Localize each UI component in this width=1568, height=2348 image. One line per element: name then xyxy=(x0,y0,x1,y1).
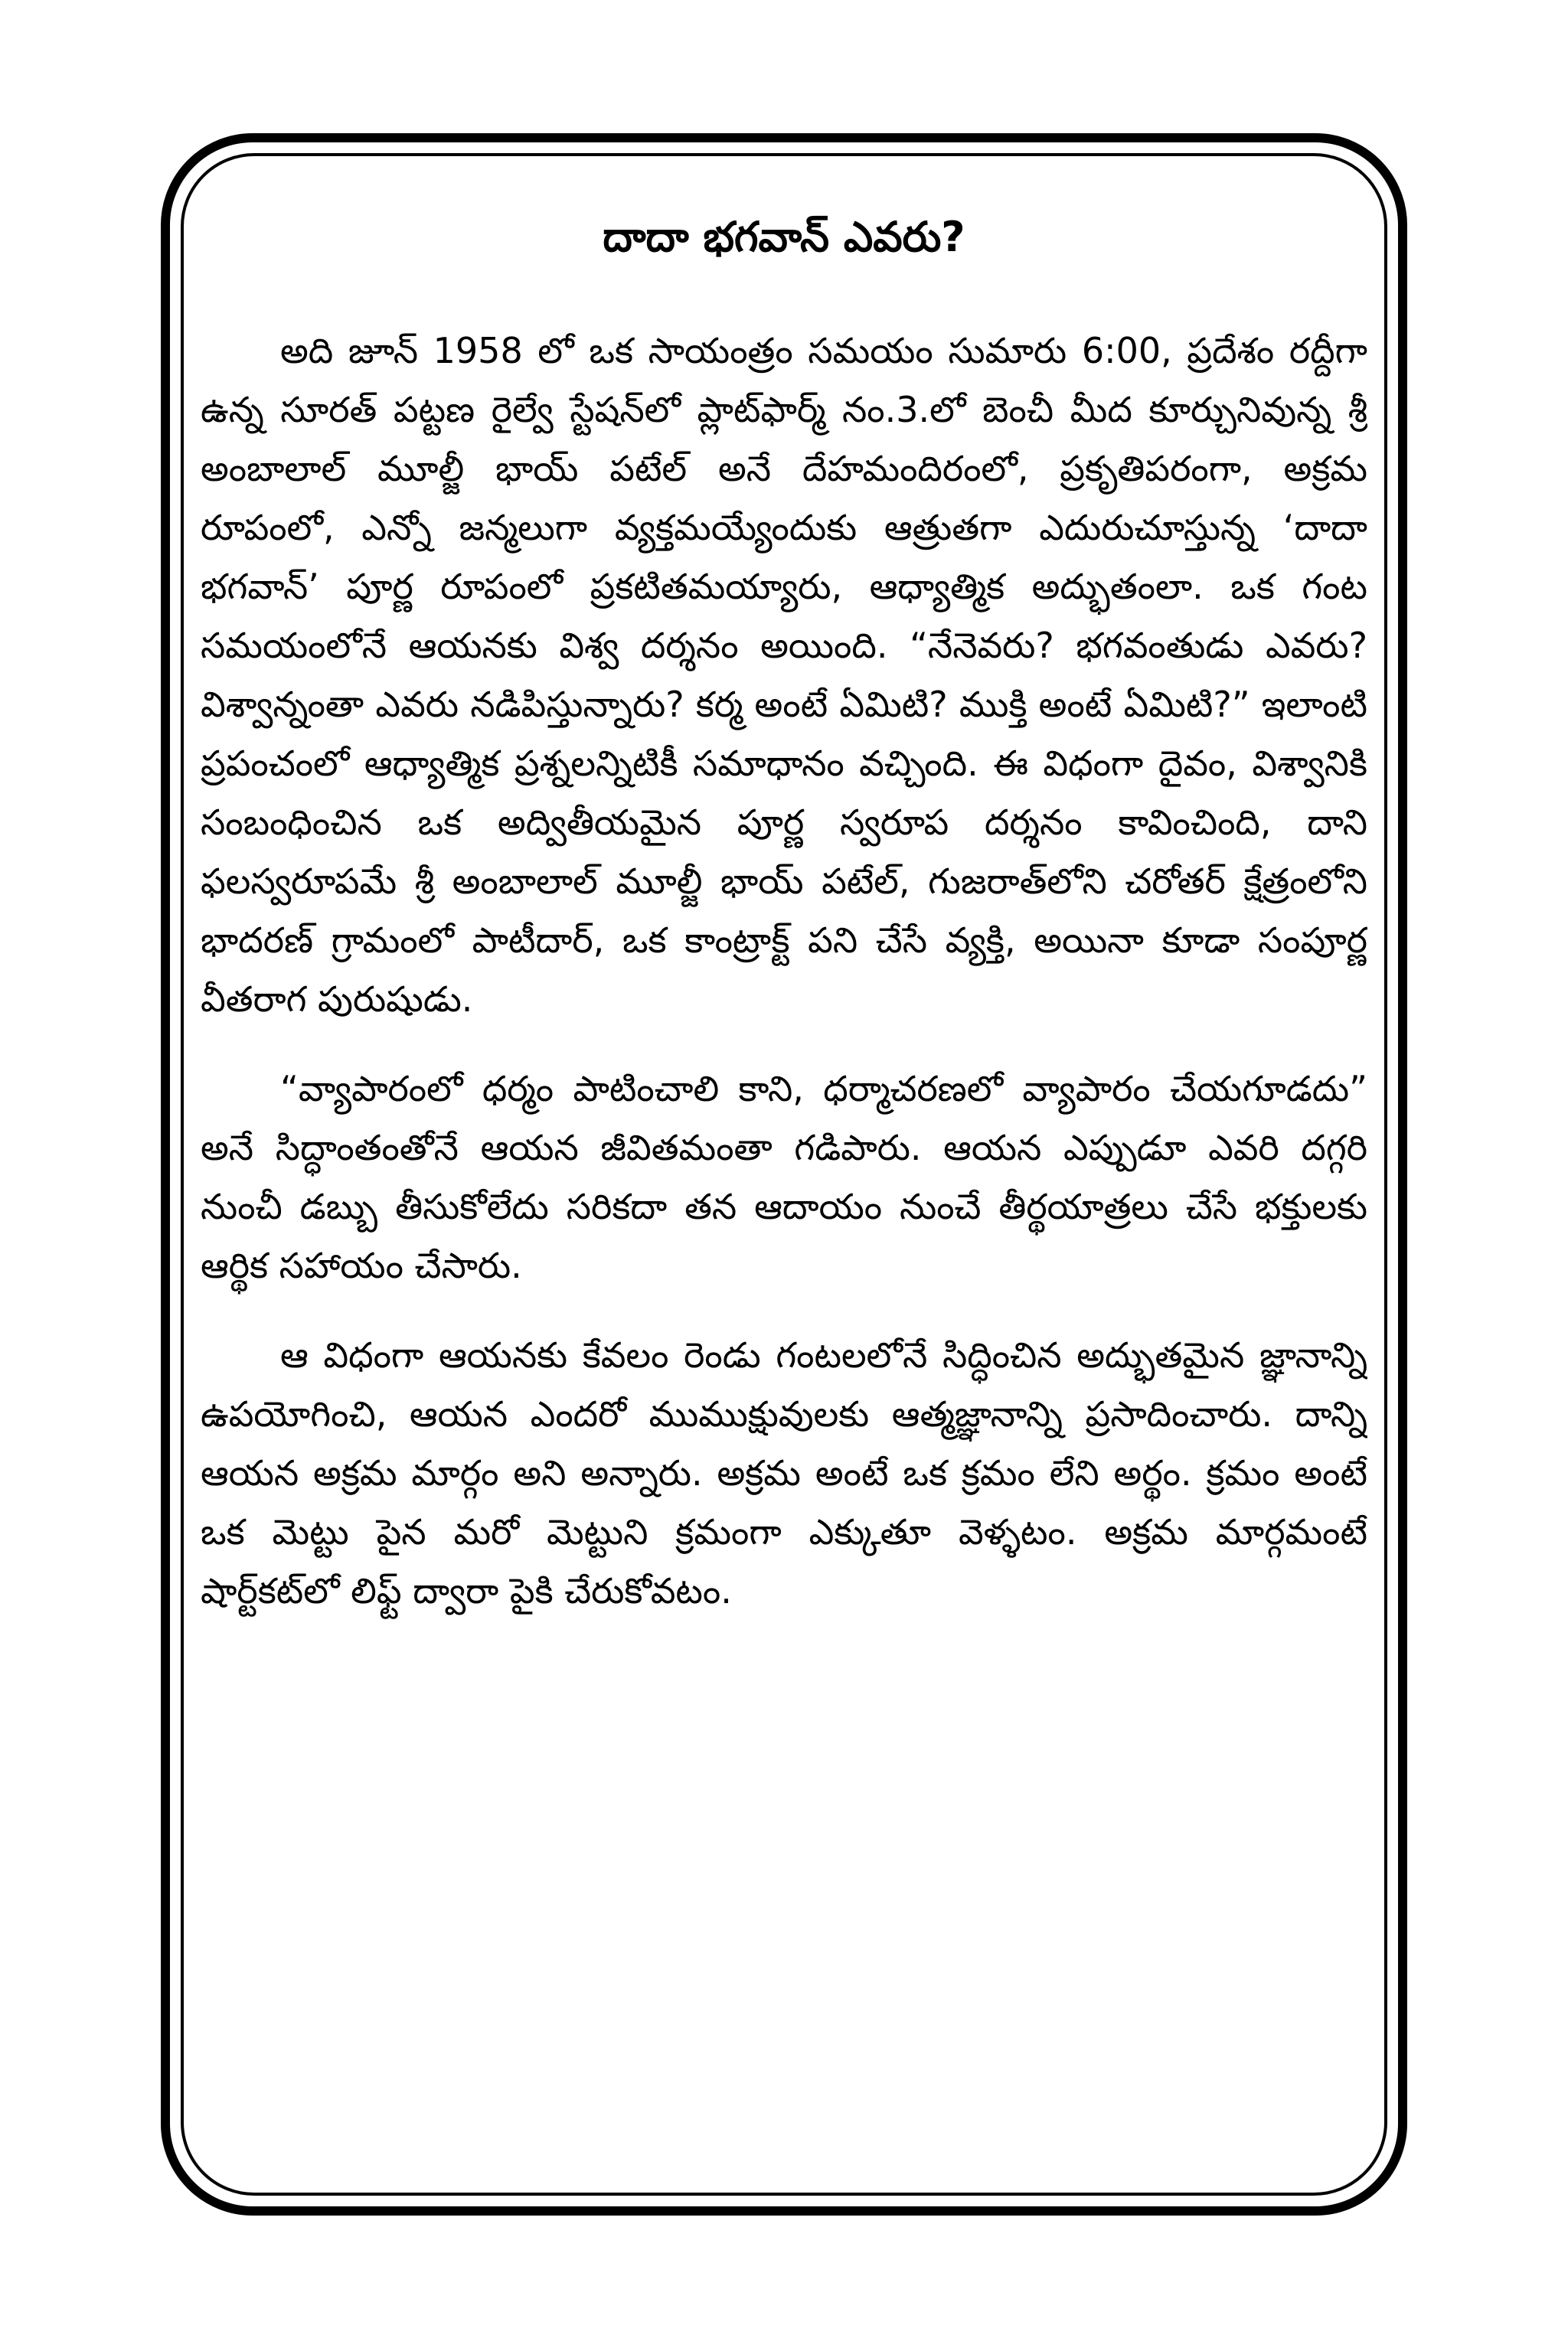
page-content xyxy=(201,184,1367,2174)
page-title: దాదా భగవాన్ ఎవరు? xyxy=(603,213,965,261)
paragraph-2: “వ్యాపారంలో ధర్మం పాటించాలి కాని, ధర్మాచరణలో వ్యాపారం చేయగూడదు” అనే సిద్ధాంతంతోనే ఆయన జీవితమంతా గడిపారు. ఆయన ఎప్పుడూ ఎవరి దగ్గరి నుంచీ డబ్బు తీసుకోలేదు సరికదా తన ఆదాయం నుంచే తీర్థయాత్రలు చేసే భక్తులకు ఆర్థిక సహాయం చేసారు. xyxy=(201,1068,1367,1286)
paragraph-3: ఆ విధంగా ఆయనకు కేవలం రెండు గంటలలోనే సిద్ధించిన అద్భుతమైన జ్ఞానాన్ని ఉపయోగించి, ఆయన ఎందరో ముముక్షువులకు ఆత్మజ్ఞానాన్ని ప్రసాదించారు. దాన్ని ఆయన అక్రమ మార్గం అని అన్నారు. అక్రమ అంటే ఒక క్రమం లేని అర్థం. క్రమం అంటే ఒక మెట్టు పైన మరో మెట్టుని క్రమంగా ఎక్కుతూ వెళ్ళటం. అక్రమ మార్గమంటే షార్ట్‌కట్‌లో లిఫ్ట్ ద్వారా పైకి చేరుకోవటం. xyxy=(201,1334,1367,1612)
paragraph-1: అది జూన్ 1958 లో ఒక సాయంత్రం సమయం సుమారు 6:00, ప్రదేశం రద్దీగా ఉన్న సూరత్ పట్టణ రైల్వే స్టేషన్‌లో ప్లాట్‌ఫార్మ్ నం.3.లో బెంచీ మీద కూర్చునివున్న శ్రీ అంబాలాల్ మూల్జీ భాయ్ పటేల్ అనే దేహమందిరంలో, ప్రకృతిపరంగా, అక్రమ రూపంలో, ఎన్నో జన్మలుగా వ్యక్తమయ్యేందుకు ఆత్రుతగా ఎదురుచూస్తున్న ‘దాదా భగవాన్’ పూర్ణ రూపంలో ప్రకటితమయ్యారు, ఆధ్యాత్మిక అద్భుతంలా. ఒక గంట సమయంలోనే ఆయనకు విశ్వ దర్శనం అయింది. “నేనెవరు? భగవంతుడు ఎవరు? విశ్వాన్నంతా ఎవరు నడిపిస్తున్నారు? కర్మ అంటే ఏమిటి? ముక్తి అంటే ఏమిటి?” ఇలాంటి ప్రపంచంలో ఆధ్యాత్మిక ప్రశ్నలన్నిటికీ సమాధానం వచ్చింది. ఈ విధంగా దైవం, విశ్వానికి సంబంధించిన ఒక అద్వితీయమైన పూర్ణ స్వరూప దర్శనం కావించింది, దాని ఫలస్వరూపమే శ్రీ అంబాలాల్ మూల్జీ భాయ్ పటేల్, గుజరాత్‌లోని చరోతర్ క్షేత్రంలోని భాదరణ్ గ్రామంలో పాటీదార్, ఒక కాంట్రాక్ట్ పని చేసే వ్యక్తి, అయినా కూడా సంపూర్ణ వీతరాగ పురుషుడు. xyxy=(201,330,1367,1020)
